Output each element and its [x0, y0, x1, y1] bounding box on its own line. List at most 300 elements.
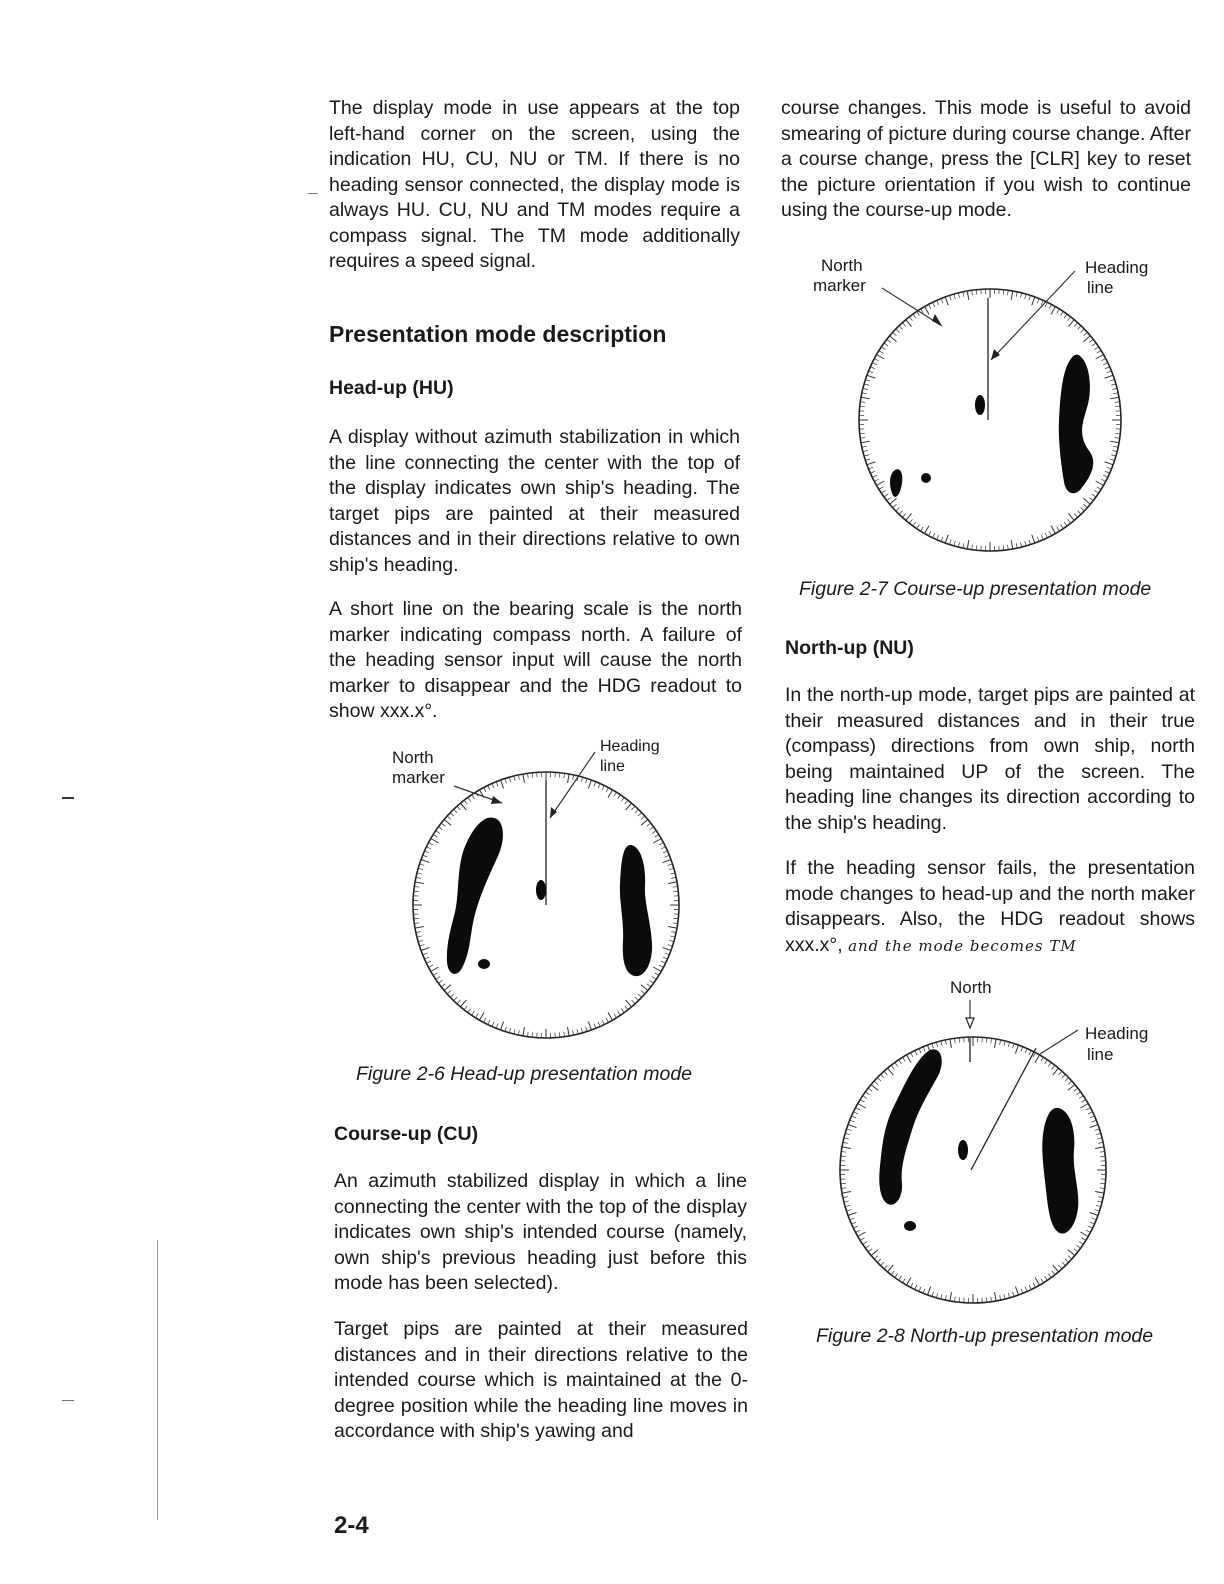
- bearing-tick: [1084, 332, 1088, 335]
- bearing-tick: [1041, 1057, 1044, 1061]
- bearing-tick: [1096, 1205, 1101, 1206]
- bearing-tick: [871, 1250, 878, 1256]
- bearing-tick: [1092, 1120, 1097, 1122]
- bearing-tick: [933, 533, 935, 537]
- bearing-tick: [891, 1065, 894, 1069]
- course-up-paragraph-1: An azimuth stabilized display in which a line connecting the center with the top of the display indicates own ship's intended course (namely, own ship's previous heading just before this mode has been selected).: [334, 1170, 747, 1294]
- bearing-tick: [661, 847, 665, 849]
- bearing-tick: [433, 973, 437, 976]
- bearing-tick: [881, 347, 885, 350]
- bearing-tick: [941, 1041, 942, 1046]
- bearing-tick: [1020, 542, 1021, 547]
- bearing-tick: [847, 1129, 852, 1131]
- bearing-tick: [860, 438, 865, 439]
- bearing-tick: [1100, 1188, 1105, 1189]
- bearing-tick: [1064, 314, 1067, 318]
- bearing-tick: [496, 782, 498, 787]
- bearing-tick: [1096, 481, 1104, 486]
- bearing-tick: [941, 537, 943, 542]
- bearing-tick: [501, 1022, 504, 1030]
- bearing-tick: [907, 1277, 912, 1285]
- bearing-tick: [626, 1000, 632, 1007]
- bearing-tick: [1029, 1050, 1031, 1054]
- bearing-tick: [887, 498, 891, 501]
- bearing-tick: [902, 323, 905, 327]
- bearing-tick: [431, 967, 439, 972]
- bearing-tick: [1025, 294, 1026, 299]
- bearing-tick: [1081, 508, 1085, 511]
- bearing-tick: [925, 307, 930, 315]
- bearing-tick: [850, 1120, 855, 1122]
- bearing-tick: [663, 860, 671, 863]
- bearing-tick: [464, 800, 467, 804]
- handwritten-note: and the mode becomes TM: [848, 936, 1077, 955]
- bearing-tick: [865, 1092, 869, 1095]
- bearing-tick: [450, 813, 454, 816]
- bearing-tick: [870, 471, 875, 473]
- bearing-tick: [635, 809, 638, 813]
- bearing-tick: [426, 847, 430, 849]
- bearing-tick: [1095, 1147, 1104, 1149]
- bearing-tick: [1035, 1055, 1040, 1063]
- course-up-figure-caption: Figure 2-7 Course-up presentation mode: [799, 578, 1152, 600]
- head-up-radar-figure: [394, 738, 694, 1048]
- bearing-tick: [588, 1022, 591, 1030]
- bearing-tick: [865, 380, 870, 382]
- bearing-tick: [1052, 1065, 1055, 1069]
- bearing-tick: [874, 1256, 878, 1259]
- bearing-tick: [527, 773, 528, 778]
- bearing-tick: [1008, 1293, 1009, 1298]
- bearing-tick: [870, 367, 875, 369]
- bearing-tick: [415, 927, 424, 929]
- bearing-tick: [518, 1030, 519, 1035]
- bearing-tick: [618, 1011, 621, 1015]
- bearing-tick: [426, 961, 430, 963]
- cu-target-right-landmass: [1059, 355, 1093, 494]
- bearing-tick: [647, 984, 651, 987]
- bearing-tick: [937, 300, 939, 305]
- bearing-tick: [1008, 290, 1009, 295]
- bearing-tick: [1111, 384, 1116, 385]
- bearing-tick: [954, 294, 955, 299]
- bearing-tick: [492, 783, 494, 788]
- bearing-tick: [670, 873, 675, 874]
- hu-line-label: line: [600, 758, 625, 775]
- bearing-tick: [958, 293, 959, 298]
- bearing-tick: [668, 945, 673, 947]
- bearing-tick: [928, 1287, 931, 1295]
- bearing-tick: [945, 297, 948, 305]
- bearing-tick: [606, 1018, 608, 1022]
- bearing-tick: [950, 1039, 952, 1048]
- bearing-tick: [954, 541, 955, 546]
- bearing-tick: [1094, 347, 1098, 350]
- bearing-tick: [484, 788, 486, 792]
- bearing-tick: [608, 790, 613, 798]
- bearing-tick: [963, 543, 964, 548]
- bearing-tick: [577, 1029, 578, 1034]
- bearing-tick: [893, 504, 897, 507]
- course-up-paragraph-2: Target pips are painted at their measured distances and in their directions relative to the intended course which is maintained at the 0-degree position while the heading line moves in accordance with ship's yawing and: [334, 1318, 748, 1442]
- bearing-tick: [480, 1012, 485, 1020]
- bearing-tick: [444, 820, 451, 826]
- bearing-tick: [457, 1000, 460, 1004]
- cu-target-small-left: [890, 469, 902, 497]
- bearing-tick: [1103, 363, 1107, 365]
- bearing-tick: [860, 1100, 864, 1103]
- bearing-tick: [967, 291, 969, 300]
- bearing-tick: [518, 775, 519, 780]
- bearing-tick: [416, 932, 421, 933]
- bearing-tick: [608, 1012, 613, 1020]
- bearing-tick: [501, 780, 504, 788]
- bearing-tick: [663, 851, 668, 853]
- bearing-tick: [864, 384, 869, 385]
- bearing-tick: [1089, 339, 1093, 342]
- margin-mark: [308, 193, 318, 194]
- bearing-tick: [1032, 535, 1035, 543]
- bearing-tick: [1105, 462, 1113, 465]
- bearing-tick: [1074, 323, 1077, 327]
- bearing-tick: [509, 1028, 510, 1033]
- bearing-tick: [655, 835, 659, 838]
- bearing-tick: [887, 339, 891, 342]
- bearing-tick: [614, 1014, 617, 1018]
- bearing-tick: [1103, 475, 1107, 477]
- bearing-tick: [416, 877, 421, 878]
- bearing-tick: [1082, 1238, 1086, 1241]
- bearing-tick: [586, 779, 588, 784]
- bearing-tick: [895, 1274, 898, 1278]
- bearing-tick: [414, 886, 419, 887]
- bearing-tick: [896, 329, 900, 332]
- bearing-tick: [414, 923, 419, 924]
- cu-line-label: line: [1087, 278, 1114, 297]
- bearing-tick: [1101, 358, 1105, 360]
- bearing-tick: [1000, 1295, 1001, 1300]
- bearing-tick: [851, 1116, 856, 1118]
- bearing-tick: [1077, 1092, 1081, 1095]
- bearing-tick: [1088, 1112, 1092, 1114]
- bearing-tick: [444, 985, 451, 991]
- bearing-tick: [641, 820, 648, 826]
- bearing-tick: [991, 1038, 992, 1043]
- bearing-tick: [441, 823, 445, 826]
- bearing-tick: [967, 540, 969, 549]
- cu-marker-label: marker: [813, 276, 866, 295]
- bearing-tick: [1062, 1262, 1065, 1266]
- bearing-tick: [847, 1210, 852, 1212]
- bearing-tick: [842, 1192, 851, 1194]
- nu-target-left-landmass: [879, 1049, 941, 1204]
- bearing-tick: [618, 795, 621, 799]
- nu-north-arrow-head: [966, 1018, 974, 1028]
- course-up-heading: Course-up (CU): [334, 1123, 479, 1145]
- head-up-paragraph-1: A display without azimuth stabilization in which the line connecting the center with the top of the display indicates own ship's heading. The target pips are painted at their measured distances and in their directions relative to own ship's heading.: [329, 426, 740, 576]
- bearing-tick: [1011, 291, 1013, 300]
- bearing-tick: [1021, 1047, 1023, 1052]
- bearing-tick: [1025, 1287, 1027, 1292]
- bearing-tick: [879, 351, 883, 354]
- bearing-tick: [899, 511, 902, 515]
- bearing-tick: [1098, 1197, 1103, 1198]
- bearing-tick: [888, 1068, 894, 1075]
- bearing-tick: [673, 886, 678, 887]
- bearing-tick: [844, 1138, 849, 1139]
- bearing-tick: [1097, 1201, 1102, 1202]
- bearing-tick: [568, 1027, 570, 1036]
- bearing-tick: [472, 1011, 475, 1015]
- bearing-tick: [638, 813, 642, 816]
- bearing-tick: [1057, 527, 1060, 531]
- bearing-tick: [907, 1055, 912, 1063]
- bearing-tick: [868, 1088, 872, 1091]
- bearing-tick: [1074, 514, 1077, 518]
- cu-heading-label: Heading: [1085, 258, 1149, 277]
- hu-target-small-left: [478, 959, 490, 969]
- bearing-tick: [638, 994, 642, 997]
- cu-heading-pointer-arrowhead: [991, 349, 1000, 360]
- bearing-tick: [433, 835, 437, 838]
- bearing-tick: [874, 358, 878, 360]
- bearing-tick: [581, 777, 582, 782]
- cu-north-marker-arrowhead: [932, 314, 942, 326]
- bearing-tick: [861, 397, 870, 399]
- bearing-tick: [1095, 1210, 1100, 1212]
- bearing-tick: [958, 542, 959, 547]
- bearing-tick: [1041, 1279, 1044, 1283]
- bearing-tick: [860, 1238, 864, 1241]
- bearing-tick: [671, 932, 676, 933]
- bearing-tick: [1077, 1245, 1081, 1248]
- bearing-tick: [848, 1125, 856, 1128]
- bearing-tick: [884, 1265, 887, 1269]
- bearing-tick: [881, 1262, 884, 1266]
- bearing-tick: [863, 450, 868, 451]
- bearing-tick: [954, 1038, 955, 1043]
- bearing-tick: [663, 957, 668, 959]
- bearing-tick: [867, 462, 875, 465]
- bearing-tick: [438, 827, 442, 830]
- bearing-tick: [420, 864, 425, 866]
- bearing-tick: [972, 545, 973, 550]
- bearing-tick: [888, 1265, 894, 1272]
- bearing-tick: [1080, 1232, 1088, 1237]
- bearing-tick: [1035, 1277, 1040, 1285]
- bearing-tick: [917, 524, 920, 528]
- bearing-tick: [1037, 299, 1039, 304]
- bearing-tick: [641, 816, 645, 819]
- nu-target-right-landmass: [1042, 1108, 1078, 1234]
- bearing-tick: [1100, 1151, 1105, 1152]
- cu-north-label: North: [821, 256, 863, 275]
- margin-mark: [62, 797, 74, 799]
- bearing-tick: [1081, 329, 1085, 332]
- bearing-tick: [650, 980, 654, 983]
- bearing-tick: [863, 1096, 867, 1099]
- bearing-tick: [845, 1205, 850, 1206]
- bearing-tick: [1068, 513, 1074, 520]
- bearing-tick: [1068, 1250, 1075, 1256]
- bearing-tick: [923, 1047, 925, 1052]
- bearing-tick: [424, 957, 429, 959]
- bearing-tick: [505, 1027, 507, 1032]
- bearing-tick: [864, 455, 869, 456]
- bearing-tick: [1092, 1218, 1097, 1220]
- bearing-tick: [909, 317, 912, 321]
- bearing-tick: [848, 1212, 856, 1215]
- nu-target-center-pip: [958, 1140, 968, 1160]
- bearing-tick: [899, 1276, 902, 1280]
- bearing-tick: [418, 940, 423, 941]
- bearing-tick: [851, 1222, 856, 1224]
- bearing-tick: [895, 1062, 898, 1066]
- bearing-tick: [1015, 1045, 1018, 1053]
- bearing-tick: [514, 776, 515, 781]
- bearing-tick: [1078, 326, 1081, 330]
- bearing-tick: [1059, 1265, 1062, 1269]
- bearing-tick: [1051, 526, 1056, 534]
- bearing-tick: [941, 1294, 942, 1299]
- nu-heading-label: Heading: [1085, 1024, 1149, 1043]
- bearing-tick: [1060, 311, 1063, 315]
- bearing-tick: [429, 965, 433, 967]
- bearing-tick: [1065, 1078, 1069, 1081]
- bearing-tick: [1074, 1249, 1078, 1252]
- bearing-tick: [669, 868, 674, 869]
- bearing-tick: [418, 868, 423, 869]
- bearing-tick: [1029, 1285, 1031, 1289]
- bearing-tick: [492, 1022, 494, 1027]
- bearing-tick: [1115, 438, 1120, 439]
- bearing-tick: [1092, 343, 1096, 346]
- bearing-tick: [899, 1060, 902, 1064]
- bearing-tick: [655, 973, 659, 976]
- bearing-tick: [1004, 1294, 1005, 1299]
- bearing-tick: [860, 402, 865, 403]
- bearing-tick: [874, 479, 878, 481]
- bearing-tick: [1011, 540, 1013, 549]
- bearing-tick: [1029, 295, 1031, 300]
- bearing-tick: [945, 1295, 946, 1300]
- bearing-tick: [928, 531, 930, 535]
- bearing-tick: [1053, 1068, 1059, 1075]
- bearing-tick: [1105, 375, 1113, 378]
- bearing-tick: [1016, 543, 1017, 548]
- bearing-tick: [653, 839, 661, 844]
- bearing-tick: [890, 498, 897, 504]
- bearing-tick: [906, 320, 912, 327]
- bearing-tick: [853, 1226, 857, 1228]
- bearing-tick: [884, 494, 888, 497]
- bearing-tick: [963, 292, 964, 297]
- bearing-tick: [906, 513, 912, 520]
- bearing-tick: [632, 806, 635, 810]
- bearing-tick: [869, 371, 874, 373]
- bearing-tick: [1097, 1138, 1102, 1139]
- bearing-tick: [872, 475, 876, 477]
- bearing-tick: [626, 803, 632, 810]
- bearing-tick: [598, 783, 600, 788]
- bearing-tick: [1045, 1060, 1048, 1064]
- bearing-tick: [1033, 1283, 1035, 1287]
- bearing-tick: [1086, 1108, 1090, 1110]
- bearing-tick: [1029, 540, 1031, 545]
- bearing-tick: [874, 1081, 878, 1084]
- bearing-tick: [1057, 309, 1060, 313]
- bearing-tick: [1032, 297, 1035, 305]
- bearing-tick: [625, 1006, 628, 1010]
- bearing-tick: [523, 1027, 525, 1036]
- bearing-tick: [1089, 498, 1093, 501]
- bearing-tick: [505, 779, 507, 784]
- bearing-tick: [865, 1245, 869, 1248]
- bearing-tick: [1016, 292, 1017, 297]
- bearing-tick: [1064, 522, 1067, 526]
- bearing-tick: [641, 991, 645, 994]
- bearing-tick: [1068, 1081, 1072, 1084]
- bearing-tick: [423, 953, 428, 955]
- hu-marker-label: marker: [392, 768, 445, 787]
- bearing-tick: [903, 1057, 906, 1061]
- bearing-tick: [1060, 524, 1063, 528]
- bearing-tick: [932, 1044, 934, 1049]
- bearing-tick: [1068, 519, 1071, 523]
- bearing-tick: [1094, 490, 1098, 493]
- bearing-tick: [488, 1020, 490, 1024]
- bearing-tick: [436, 977, 440, 980]
- bearing-tick: [1049, 304, 1051, 308]
- bearing-tick: [1074, 1088, 1078, 1091]
- hu-target-right-landmass: [620, 845, 652, 976]
- bearing-tick: [1096, 1133, 1101, 1134]
- bearing-tick: [1088, 1226, 1092, 1228]
- bearing-tick: [1110, 397, 1119, 399]
- bearing-tick: [668, 864, 673, 866]
- bearing-tick: [1013, 1292, 1015, 1297]
- bearing-tick: [890, 336, 897, 342]
- bearing-tick: [972, 290, 973, 295]
- bearing-tick: [868, 1249, 872, 1252]
- bearing-tick: [1049, 531, 1051, 535]
- bearing-tick: [625, 800, 628, 804]
- bearing-tick: [1041, 535, 1043, 540]
- bearing-tick: [1111, 455, 1116, 456]
- page-number: 2-4: [334, 1512, 369, 1539]
- bearing-tick: [863, 1242, 867, 1245]
- bearing-tick: [1090, 1125, 1098, 1128]
- bearing-tick: [621, 1009, 624, 1013]
- bearing-tick: [1090, 1222, 1095, 1224]
- bearing-tick: [1080, 1104, 1088, 1109]
- cu-target-center-pip: [975, 395, 985, 415]
- bearing-tick: [621, 797, 624, 801]
- bearing-tick: [431, 839, 439, 844]
- bearing-tick: [647, 823, 651, 826]
- bearing-tick: [594, 782, 596, 787]
- bearing-tick: [573, 775, 574, 780]
- bearing-tick: [871, 1085, 878, 1091]
- bearing-tick: [884, 343, 888, 346]
- bearing-tick: [841, 1151, 846, 1152]
- bearing-tick: [1113, 393, 1118, 394]
- bearing-tick: [1045, 1276, 1048, 1280]
- bearing-tick: [841, 1188, 846, 1189]
- bearing-tick: [1107, 371, 1112, 373]
- bearing-tick: [420, 945, 425, 947]
- bearing-tick: [991, 1297, 992, 1302]
